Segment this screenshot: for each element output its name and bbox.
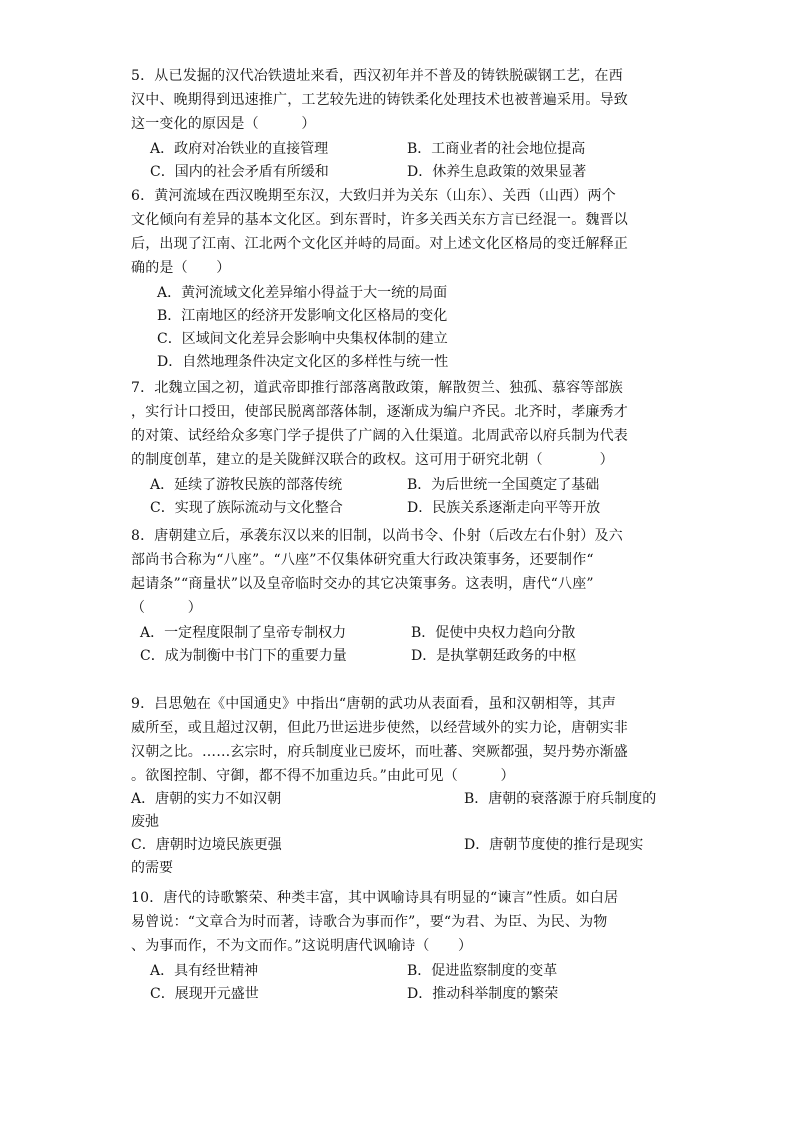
question-stem-line: 的制度创革，建立的是关陇鲜汉联合的政权。这可用于研究北朝（ ）: [131, 452, 614, 468]
question-stem-line: 后，出现了江南、江北两个文化区并峙的局面。对上述文化区格局的变迁解释正: [131, 236, 628, 252]
option-d[interactable]: D．民族关系逐渐走向平等开放: [407, 500, 601, 516]
option-row: [131, 138, 671, 161]
option-c[interactable]: C．成为制衡中书门下的重要力量: [140, 648, 347, 664]
question-stem-line: 、为事而作，不为文而作。”这说明唐代讽喻诗（ ）: [131, 938, 473, 954]
question-stem-line: ，实行计口授田，使部民脱离部落体制，逐渐成为编户齐民。北齐时，孝廉秀才: [131, 404, 628, 420]
question-7: [131, 376, 671, 520]
option-a[interactable]: A．延续了游牧民族的部落传统: [150, 477, 343, 493]
option-b[interactable]: B．为后世统一全国奠定了基础: [407, 477, 600, 493]
question-stem-line: 易曾说：“文章合为时而著，诗歌合为事而作”，要“为君、为臣、为民、为物: [131, 914, 608, 930]
question-8: [131, 524, 671, 668]
question-stem-line: 起请条”“商量状”以及皇帝临时交办的其它决策事务。这表明，唐代“八座”: [131, 576, 594, 592]
question-stem-line: （ ）: [131, 600, 202, 616]
option-b[interactable]: B．促进监察制度的变革: [407, 963, 558, 979]
option-b[interactable]: B．江南地区的经济开发影响文化区格局的变化: [157, 308, 448, 324]
question-stem-line: 汉中、晚期得到迅速推广，工艺较先进的铸铁柔化处理技术也被普遍采用。导致: [131, 92, 628, 108]
option-row: [131, 834, 671, 857]
option-c[interactable]: C．唐朝时边境民族更强: [131, 837, 282, 853]
question-10: [131, 886, 671, 1006]
question-9: [131, 692, 671, 880]
question-stem-line: 这一变化的原因是（ ）: [131, 116, 316, 132]
option-d-continued: 的需要: [131, 860, 173, 876]
option-a[interactable]: A．具有经世精神: [150, 963, 259, 979]
option-d[interactable]: D．是执掌朝廷政务的中枢: [411, 648, 577, 664]
option-row: [131, 474, 671, 497]
option-row: [131, 788, 671, 811]
question-stem-line: 的对策、试经给众多寒门学子提供了广阔的入仕渠道。北周武帝以府兵制为代表: [131, 428, 628, 444]
option-row: [131, 622, 671, 645]
question-6: [131, 184, 671, 374]
option-a[interactable]: A．黄河流域文化差异缩小得益于大一统的局面: [157, 285, 448, 301]
question-stem-line: 威所至，或且超过汉朝，但此乃世运进步使然，以经营域外的实力论，唐朝实非: [131, 720, 628, 736]
option-c[interactable]: C．展现开元盛世: [150, 986, 259, 1002]
option-a[interactable]: A．政府对冶铁业的直接管理: [150, 141, 329, 157]
option-d[interactable]: D．唐朝节度使的推行是现实: [464, 837, 644, 853]
question-stem-line: 8．唐朝建立后，承袭东汉以来的旧制，以尚书令、仆射（后改左右仆射）及六: [131, 528, 623, 544]
option-a[interactable]: A．唐朝的实力不如汉朝: [131, 791, 282, 807]
option-b[interactable]: B．唐朝的衰落源于府兵制度的: [464, 791, 657, 807]
question-stem-line: 5．从已发掘的汉代冶铁遗址来看，西汉初年并不普及的铸铁脱碳钢工艺，在西: [131, 68, 623, 84]
question-stem-line: 7．北魏立国之初，道武帝即推行部落离散政策，解散贺兰、独孤、慕容等部族: [131, 380, 623, 396]
option-a[interactable]: A．一定程度限制了皇帝专制权力: [140, 625, 347, 641]
question-stem-line: 部尚书合称为“八座”。“八座”不仅集体研究重大行政决策事务，还要制作“: [131, 552, 594, 568]
option-c[interactable]: C．国内的社会矛盾有所缓和: [150, 164, 329, 180]
option-d[interactable]: D．推动科举制度的繁荣: [407, 986, 559, 1002]
question-stem-line: 10．唐代的诗歌繁荣、种类丰富，其中讽喻诗具有明显的“谏言”性质。如白居: [131, 890, 619, 906]
option-d[interactable]: D．休养生息政策的效果显著: [407, 164, 587, 180]
question-stem-line: 9．吕思勉在《中国通史》中指出“唐朝的武功从表面看，虽和汉朝相等，其声: [131, 696, 617, 712]
option-row: [131, 161, 671, 184]
option-row: [131, 497, 671, 520]
question-stem-line: 确的是（ ）: [131, 260, 231, 276]
option-b-continued: 废弛: [131, 814, 159, 830]
option-row: [131, 960, 671, 983]
option-b[interactable]: B．促使中央权力趋向分散: [411, 625, 576, 641]
option-d[interactable]: D．自然地理条件决定文化区的多样性与统一性: [157, 354, 449, 370]
option-row: [131, 983, 671, 1006]
question-stem-line: 。欲图控制、守御，都不得不加重边兵。”由此可见（ ）: [131, 768, 515, 784]
question-5: [131, 64, 671, 184]
option-c[interactable]: C．实现了族际流动与文化整合: [150, 500, 343, 516]
option-b[interactable]: B．工商业者的社会地位提高: [407, 141, 586, 157]
question-stem-line: 6．黄河流域在西汉晚期至东汉，大致归并为关东（山东）、关西（山西）两个: [131, 188, 616, 204]
question-stem-line: 文化倾向有差异的基本文化区。到东晋时，许多关西关东方言已经混一。魏晋以: [131, 212, 628, 228]
question-stem-line: 汉朝之比。……玄宗时，府兵制度业已废坏，而吐蕃、突厥都强，契丹势亦渐盛: [131, 744, 628, 760]
option-c[interactable]: C．区域间文化差异会影响中央集权体制的建立: [157, 331, 448, 347]
option-row: [131, 645, 671, 668]
